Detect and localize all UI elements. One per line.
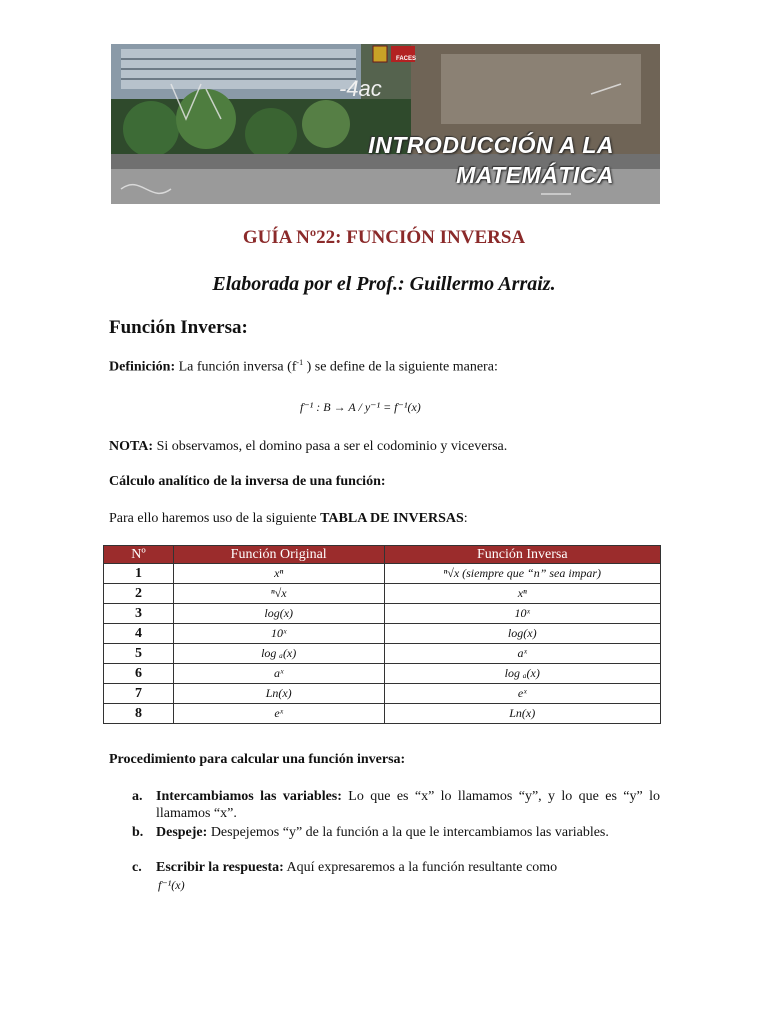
table-row (104, 704, 661, 724)
table-intro-bold: TABLA DE INVERSAS (320, 511, 464, 526)
inverse-function: log(x) (384, 624, 661, 644)
procedure-step (132, 859, 660, 876)
step-letter: a. (132, 789, 143, 804)
table-row (104, 584, 661, 604)
table-row (104, 664, 661, 684)
row-number: 6 (104, 664, 174, 684)
table-row (104, 644, 661, 664)
table-intro-end: : (463, 511, 468, 526)
procedure-heading: Procedimiento para calcular una función inversa: (109, 752, 406, 767)
step-text: Despejemos “y” de la función a la que le intercambiamos las variables. (207, 825, 609, 840)
original-function: log(x) (173, 604, 384, 624)
header-number: Nº (104, 546, 174, 564)
table-row (104, 684, 661, 704)
table-row (104, 564, 661, 584)
row-number: 4 (104, 624, 174, 644)
step-label: Despeje: (156, 825, 208, 840)
row-number: 8 (104, 704, 174, 724)
nota-label: NOTA: (109, 439, 154, 454)
banner-title-line2: MATEMÁTICA (456, 162, 614, 188)
table-row (104, 604, 661, 624)
inverse-function: 10ˣ (384, 604, 661, 624)
final-formula: f⁻¹(x) (158, 878, 185, 892)
inverse-definition-formula: f⁻¹ : B → A / y⁻¹ = f⁻¹(x) (300, 400, 421, 414)
procedure-step (132, 788, 660, 822)
step-label: Intercambiamos las variables: (156, 789, 342, 804)
step-letter: c. (132, 860, 142, 875)
original-function: log ₐ(x) (173, 644, 384, 664)
table-intro (109, 511, 468, 527)
step-text: Lo que es “x” lo llamamos “y”, y lo que es “y” lo llamamos “x”. (156, 789, 660, 821)
definition-label: Definición: (109, 359, 176, 375)
row-number: 3 (104, 604, 174, 624)
row-number: 1 (104, 564, 174, 584)
nota-text: Si observamos, el domino pasa a ser el codominio y viceversa. (153, 439, 508, 454)
inverse-function: xⁿ (384, 584, 661, 604)
nota-paragraph (109, 439, 507, 455)
original-function: Ln(x) (173, 684, 384, 704)
original-function: xⁿ (173, 564, 384, 584)
definition-sup: -1 (296, 358, 304, 367)
row-number: 2 (104, 584, 174, 604)
definition-paragraph (109, 358, 498, 376)
inverse-function: Ln(x) (384, 704, 661, 724)
header-original: Función Original (173, 546, 384, 564)
inverse-function: log ₐ(x) (384, 664, 661, 684)
step-letter: b. (132, 825, 144, 840)
definition-text: La función inversa (f (175, 359, 297, 375)
banner-logo: FACES (396, 56, 417, 62)
table-intro-text: Para ello haremos uso de la siguiente (109, 511, 321, 526)
author-line: Elaborada por el Prof.: Guillermo Arraiz. (212, 273, 556, 295)
inverse-function: ⁿ√x (siempre que “n” sea impar) (384, 564, 661, 584)
inverse-function: eˣ (384, 684, 661, 704)
analytic-heading: Cálculo analítico de la inversa de una función: (109, 474, 386, 489)
step-label: Escribir la respuesta: (156, 860, 284, 875)
procedure-step (132, 824, 660, 841)
table-row (104, 624, 661, 644)
banner-title-line1: INTRODUCCIÓN A LA (368, 132, 614, 158)
step-text: Aquí expresaremos a la función resultante como (283, 860, 558, 875)
row-number: 5 (104, 644, 174, 664)
original-function: eˣ (173, 704, 384, 724)
header-banner (111, 44, 660, 204)
section-heading: Función Inversa: (109, 317, 248, 338)
definition-text-after: ) se define de la siguiente manera: (303, 359, 498, 375)
row-number: 7 (104, 684, 174, 704)
original-function: 10ˣ (173, 624, 384, 644)
inverse-table (103, 545, 661, 724)
original-function: aˣ (173, 664, 384, 684)
guide-title: GUÍA Nº22: FUNCIÓN INVERSA (242, 227, 526, 248)
banner-chalk-text: -4ac (339, 76, 382, 101)
header-inverse: Función Inversa (384, 546, 661, 564)
table-header-row (104, 546, 661, 564)
original-function: ⁿ√x (173, 584, 384, 604)
inverse-function: aˣ (384, 644, 661, 664)
